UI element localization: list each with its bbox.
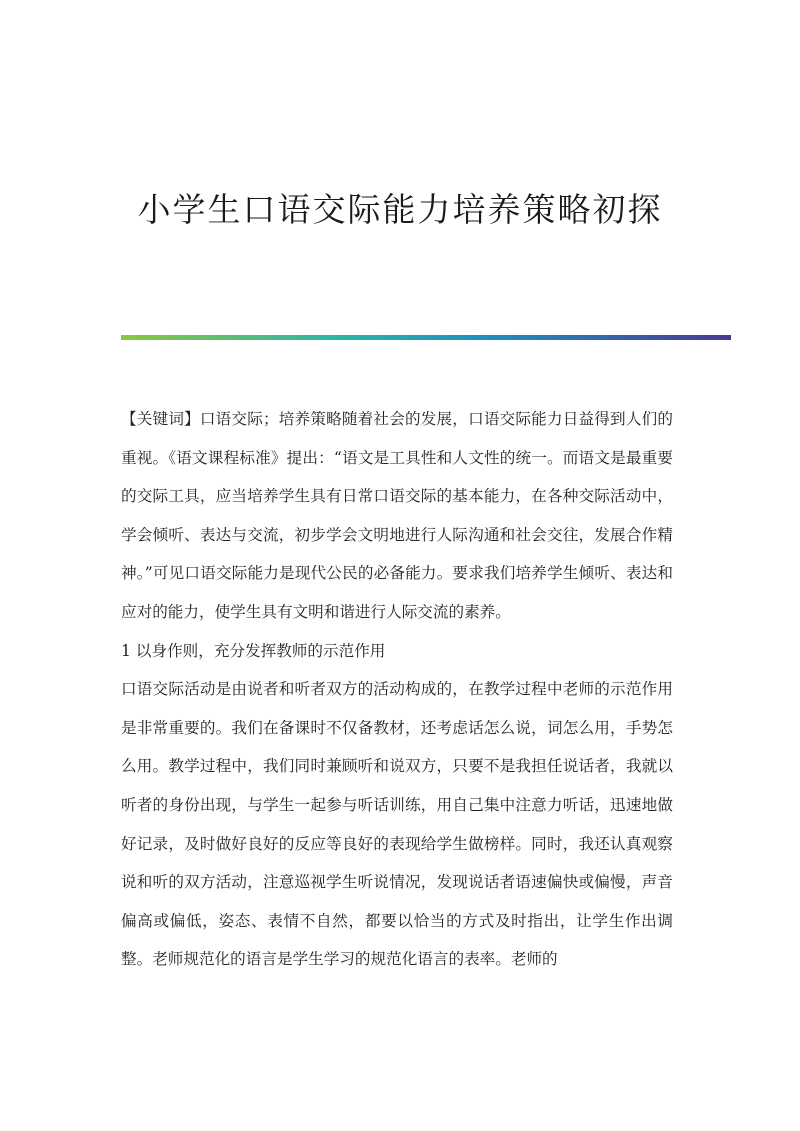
section-heading: 1 以身作则，充分发挥教师的示范作用 xyxy=(121,641,386,660)
document-title: 小学生口语交际能力培养策略初探 xyxy=(137,190,663,229)
section-body-paragraph: 口语交际活动是由说者和听者双方的活动构成的，在教学过程中老师的示范作用是非常重要的。我们在备课时不仅备教材，还考虑话怎么说，词怎么用，手势怎么用。教学过程中，我们同时兼顾听和说双方，只要不是我担任说话者，我就以听者的身份出现，与学生一起参与听话训练，用自己集中注意力听话，迅速地做好记录，及时做好良好的反应等良好的表现给学生做榜样。同时，我还认真观察说和听的双方活动，注意巡视学生听说情况，发现说话者语速偏快或偏慢，声音偏高或偏低，姿态、表情不自然，都要以恰当的方式及时指出，让学生作出调整。老师规范化的语言是学生学习的规范化语言的表率。老师的 xyxy=(121,680,673,969)
title-divider xyxy=(121,335,731,340)
keywords-intro-paragraph: 【关键词】口语交际；培养策略随着社会的发展，口语交际能力日益得到人们的重视。《语文课程标准》提出：“语文是工具性和人文性的统一。而语文是最重要的交际工具，应当培养学生具有日常口语交际的基本能力，在各种交际活动中，学会倾听、表达与交流，初步学会文明地进行人际沟通和社会交往，发展合作精神。”可见口语交际能力是现代公民的必备能力。要求我们培养学生倾听、表达和应对的能力，使学生具有文明和谐进行人际交流的素养。 xyxy=(121,410,673,621)
document-body xyxy=(121,400,673,979)
